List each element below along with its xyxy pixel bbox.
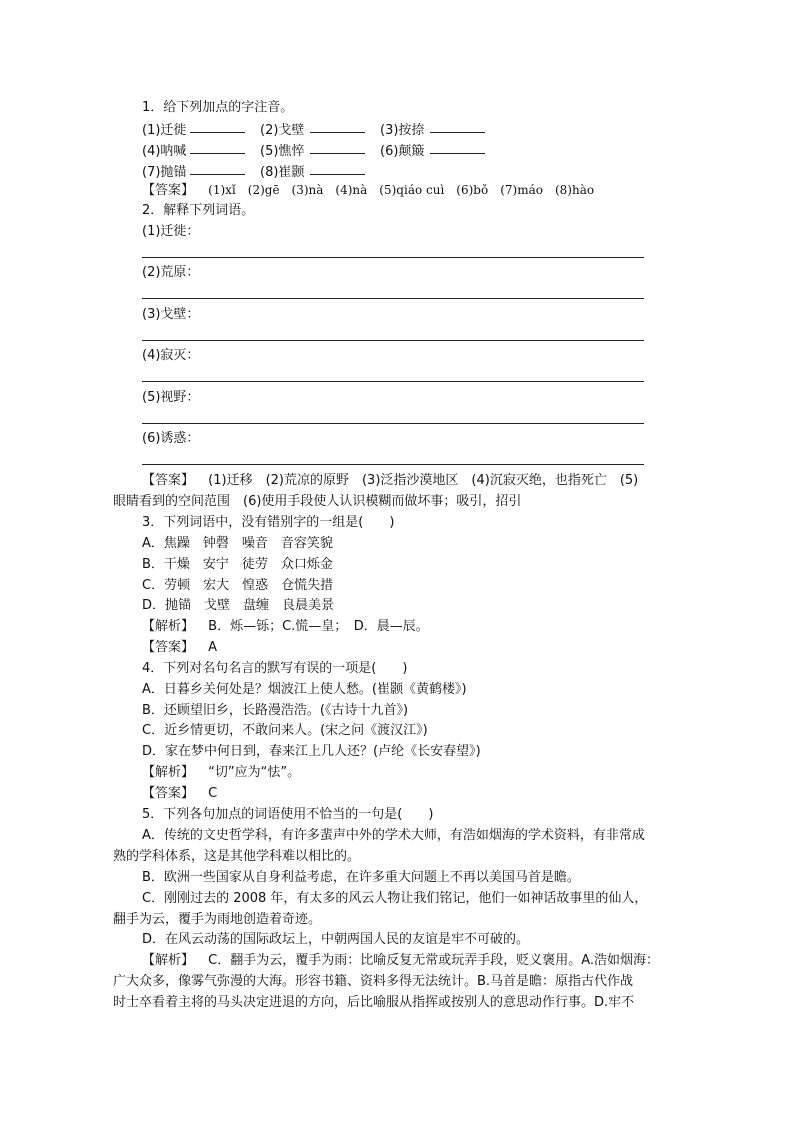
q4-answer xyxy=(142,786,217,802)
q2-answer-line-3[interactable] xyxy=(142,340,644,341)
q1-blank-4[interactable] xyxy=(190,153,245,154)
q1-blank-1[interactable] xyxy=(190,132,245,133)
q4-option-a: A．日暮乡关何处是？烟波江上使人愁。(崔颢《黄鹤楼》) xyxy=(142,682,467,697)
answer-tag: 【答案】 xyxy=(142,473,195,488)
q1-item-1: (1)迁徙 xyxy=(142,123,187,138)
q5-option-c-cont: 翻手为云，覆手为雨地创造着奇迹。 xyxy=(113,912,322,927)
q4-answer-text: C xyxy=(208,786,218,801)
q2-answer-line-4[interactable] xyxy=(142,381,644,382)
q1-item-8: (8)崔颢 xyxy=(260,165,305,180)
q2-item-5: (5)视野： xyxy=(142,390,200,405)
q1-title: 1．给下列加点的字注音。 xyxy=(142,100,294,115)
q1-item-7: (7)抛锚 xyxy=(142,165,187,180)
q1-blank-8[interactable] xyxy=(310,174,365,175)
q2-item-1: (1)迁徙： xyxy=(142,224,200,239)
q5-title: 5．下列各句加点的词语使用不恰当的一句是( ) xyxy=(142,807,434,822)
q1-item-3: (3)按捺 xyxy=(380,123,425,138)
q1-answer-text: (1)xǐ (2)gē (3)nà (4)nà (5)qiáo cuì (6)bǒ (7)máo (8)hào xyxy=(208,183,595,197)
q5-option-b: B．欧洲一些国家从自身利益考虑，在许多重大问题上不再以美国马首是瞻。 xyxy=(142,870,580,885)
q5-option-d: D．在风云动荡的国际政坛上，中朝两国人民的友谊是牢不可破的。 xyxy=(142,932,530,947)
q2-answer-line-2[interactable] xyxy=(142,298,644,299)
q2-answer-cont: 眼睛看到的空间范围 (6)使用手段使人认识模糊而做坏事；吸引，招引 xyxy=(113,494,522,509)
answer-tag: 【答案】 xyxy=(142,786,195,801)
q1-blank-3[interactable] xyxy=(430,132,485,133)
q4-analysis xyxy=(142,765,300,781)
q1-blank-7[interactable] xyxy=(190,174,245,175)
q2-answer-line-5[interactable] xyxy=(142,423,644,424)
answer-tag: 【答案】 xyxy=(142,183,195,198)
q4-title: 4．下列对名句名言的默写有误的一项是( ) xyxy=(142,661,408,676)
q1-item-4: (4)呐喊 xyxy=(142,144,187,159)
q4-option-b: B．还顾望旧乡，长路漫浩浩。(《古诗十九首》) xyxy=(142,703,409,718)
q1-blank-2[interactable] xyxy=(310,132,365,133)
q2-answer xyxy=(142,473,638,489)
q5-option-a: A．传统的文史哲学科，有许多蜚声中外的学术大师，有浩如烟海的学术资料，有非常成 xyxy=(142,828,645,843)
q3-option-d: D．抛锚 戈壁 盘缠 良晨美景 xyxy=(142,598,335,613)
q3-option-c: C．劳顿 宏大 惶惑 仓慌失措 xyxy=(142,578,334,593)
q1-item-5: (5)憔悴 xyxy=(260,144,305,159)
q3-answer-text: A xyxy=(208,640,218,655)
q2-item-2: (2)荒原： xyxy=(142,265,200,280)
analysis-tag: 【解析】 xyxy=(142,953,195,968)
q2-answer-text-1: (1)迁移 (2)荒凉的原野 (3)泛指沙漠地区 (4)沉寂灭绝，也指死亡 (5) xyxy=(208,473,639,488)
q5-analysis xyxy=(142,953,659,969)
q2-item-6: (6)诱惑： xyxy=(142,431,200,446)
analysis-tag: 【解析】 xyxy=(142,619,195,634)
answer-tag: 【答案】 xyxy=(142,640,195,655)
q2-answer-line-6[interactable] xyxy=(142,464,644,465)
q4-option-c: C．近乡情更切，不敢问来人。(宋之问《渡汉江》) xyxy=(142,723,428,738)
q4-analysis-text: “切”应为“怯”。 xyxy=(208,765,301,780)
q1-item-6: (6)颠簸 xyxy=(380,144,425,159)
q3-answer xyxy=(142,640,217,656)
q4-option-d: D．家在梦中何日到，春来江上几人还？(卢纶《长安春望》) xyxy=(142,744,481,759)
q5-option-a-cont: 熟的学科体系，这是其他学科难以相比的。 xyxy=(113,849,361,864)
q3-option-b: B．干燥 安宁 徒劳 众口烁金 xyxy=(142,557,333,572)
q2-answer-line-1[interactable] xyxy=(142,257,644,258)
analysis-tag: 【解析】 xyxy=(142,765,195,780)
q2-item-3: (3)戈壁： xyxy=(142,307,200,322)
q5-analysis-text-1: C．翻手为云，覆手为雨：比喻反复无常或玩弄手段，贬义褒用。A.浩如烟海： xyxy=(208,953,660,968)
q3-option-a: A．焦躁 钟磬 噪音 音容笑貌 xyxy=(142,536,333,551)
q3-title: 3．下列词语中，没有错别字的一组是( ) xyxy=(142,515,395,530)
q5-analysis-text-3: 时士卒看着主将的马头决定进退的方向，后比喻服从指挥或按别人的意思动作行事。D.牢不 xyxy=(113,995,635,1010)
q1-blank-6[interactable] xyxy=(430,153,485,154)
q1-answer xyxy=(142,182,594,199)
q2-item-4: (4)寂灭： xyxy=(142,348,200,363)
q5-option-c: C．刚刚过去的 2008 年，有太多的风云人物让我们铭记，他们一如神话故事里的仙人， xyxy=(142,891,648,906)
q2-title: 2．解释下列词语。 xyxy=(142,203,255,218)
q3-analysis-text: B．烁—铄；C.慌—皇； D．晨—辰。 xyxy=(208,619,429,634)
q1-blank-5[interactable] xyxy=(310,153,365,154)
q1-item-2: (2)戈壁 xyxy=(260,123,305,138)
q3-analysis xyxy=(142,619,429,635)
q5-analysis-text-2: 广大众多，像雾气弥漫的大海。形容书籍、资料多得无法统计。B.马首是瞻：原指古代作战 xyxy=(113,974,634,989)
